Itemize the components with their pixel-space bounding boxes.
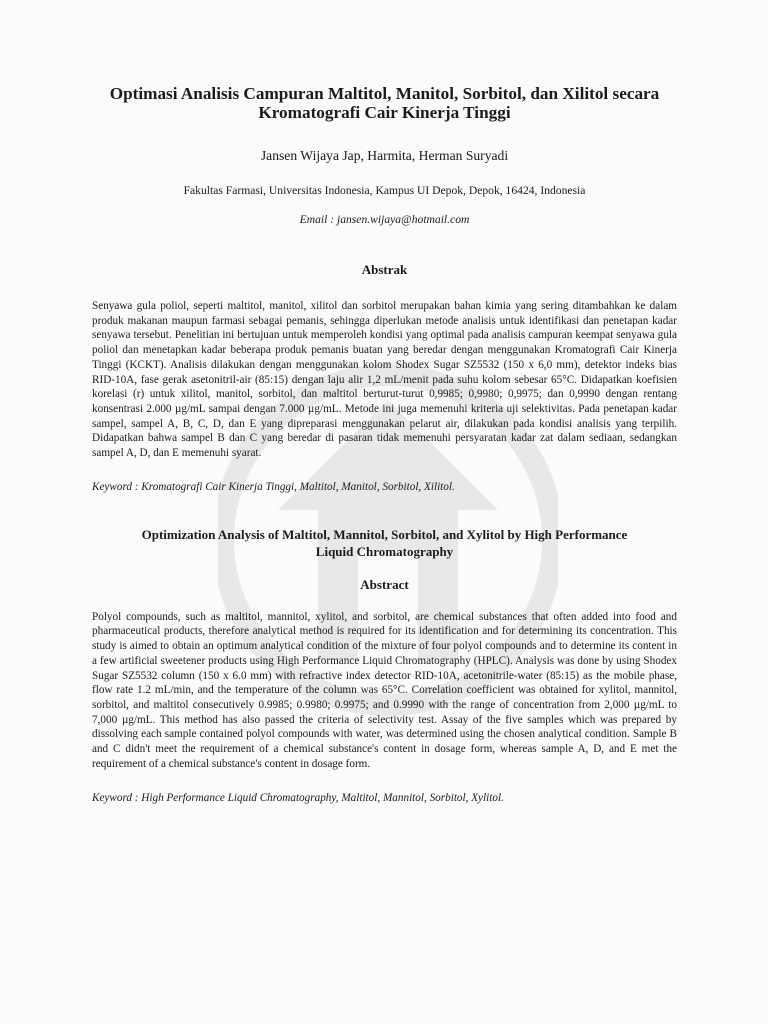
abstract-heading: Abstract bbox=[360, 576, 409, 592]
english-title-line-2: Liquid Chromatography bbox=[315, 544, 454, 560]
affiliation: Fakultas Farmasi, Universitas Indonesia, Kampus UI Depok, Depok, 16424, Indonesia bbox=[183, 184, 586, 197]
authors: Jansen Wijaya Jap, Harmita, Herman Suryadi bbox=[260, 148, 509, 163]
paper-title-line-2: Kromatografi Cair Kinerja Tinggi bbox=[258, 103, 511, 122]
email: Email : jansen.wijaya@hotmail.com bbox=[299, 213, 470, 226]
abstrak-heading: Abstrak bbox=[361, 262, 408, 277]
english-title-line-1: Optimization Analysis of Maltitol, Mannitol, Sorbitol, and Xylitol by High Performance bbox=[141, 526, 628, 542]
keyword-indonesian: Keyword : Kromatografi Cair Kinerja Tinggi, Maltitol, Manitol, Sorbitol, Xilitol. bbox=[92, 480, 455, 493]
paper-title bbox=[92, 84, 677, 122]
keyword-english: Keyword : High Performance Liquid Chromatography, Maltitol, Mannitol, Sorbitol, Xylitol. bbox=[92, 792, 504, 805]
paper-title-line-1: Optimasi Analisis Campuran Maltitol, Manitol, Sorbitol, dan Xilitol secara bbox=[109, 84, 660, 103]
paper-content bbox=[92, 84, 677, 804]
abstrak-text: Senyawa gula poliol, seperti maltitol, manitol, xilitol dan sorbitol merupakan bahan kimia yang sering ditambahkan ke dalam produk makanan maupun farmasi sebagai pemanis, sehingga diperlukan metode analisis untuk identifikasi dan penetapan kadar senyawa tersebut. Penelitian ini bertujuan untuk memperoleh kondisi yang optimal pada analisis campuran keempat senyawa gula poliol dan menetapkan kadar beberapa produk pemanis buatan yang beredar dengan menggunakan Kromatografi Cair Kinerja Tinggi (KCKT). Analisis dilakukan dengan menggunakan kolom Shodex Sugar SZ5532 (150 x 6,0 mm), detektor indeks bias RID-10A, fase gerak asetonitril-air (85:15) dengan laju alir 1,2 mL/menit pada suhu kolom sebesar 65°C. Didapatkan koefisien korelasi (r) untuk xilitol, manitol, sorbitol, dan maltitol berturut-turut 0,9985; 0,9980; 0,9975; dan 0,9990 dengan rentang konsentrasi 2.000 µg/mL sampai dengan 7.000 µg/mL. Metode ini juga memenuhi kriteria uji selektivitas. Pada penetapan kadar sampel, sampel A, B, C, D, dan E yang dipreparasi menggunakan pelarut air, dilakukan pada kondisi analisis yang terpilih. Didapatkan bahwa sampel B dan C yang beredar di pasaran tidak memenuhi persyaratan kadar zat dalam sediaan, sedangkan sampel A, D, dan E memenuhi syarat. bbox=[92, 300, 677, 460]
english-title bbox=[92, 526, 677, 561]
abstract-text: Polyol compounds, such as maltitol, mannitol, xylitol, and sorbitol, are chemical substances that often added into food and pharmaceutical products, therefore analytical method is required for its identification and for determining its concentration. This study is aimed to obtain an optimum analytical condition of the mixture of four polyol compounds and to determine its content in a few artificial sweetener products using High Performance Liquid Chromatography (HPLC). Analysis was done by using Shodex Sugar SZ5532 column (150 x 6.0 mm) with refractive index detector RID-10A, acetonitrile-water (85:15) as the mobile phase, flow rate 1.2 mL/min, and the temperature of the column was 65°C. Correlation coefficient was obtained for xylitol, mannitol, sorbitol, and maltitol consecutively 0.9985; 0.9980; 0.9975; and 0.9990 with the range of concentration from 2,000 µg/mL to 7,000 µg/mL. This method has also passed the criteria of selectivity test. Assay of the five samples which was prepared by dissolving each sample contained polyol compounds with water, was determined using the chosen analytical condition. Sample B and C didn't meet the requirement of a chemical substance's content in dosage form, whereas sample A, D, and E met the requirement of a chemical substance's content in dosage form. bbox=[92, 610, 677, 770]
